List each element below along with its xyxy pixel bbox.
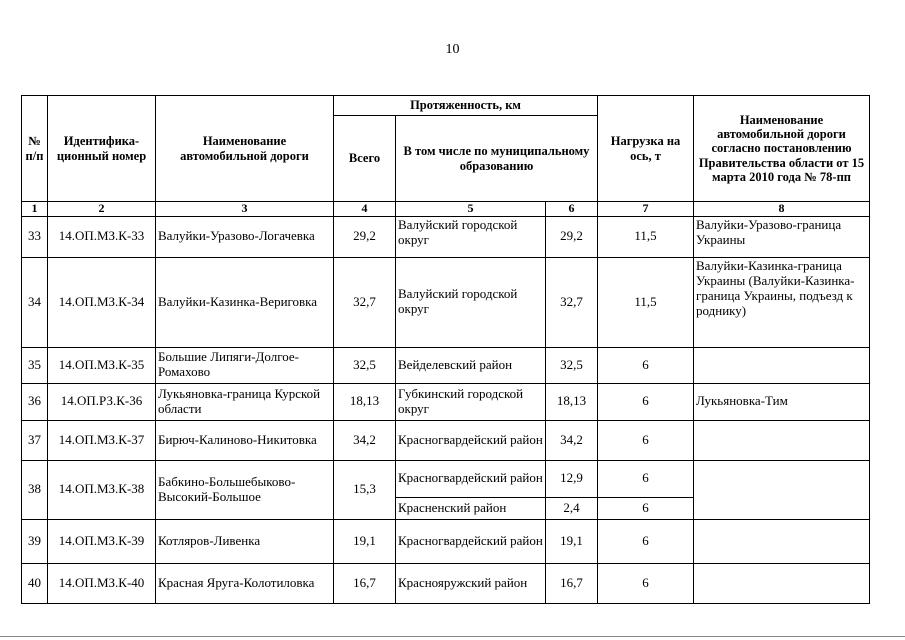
row-total: 16,7 [334,563,396,603]
header-resolution-name: Наименование автомобильной дороги согласно постановлению Правительства области от 15 марта 2010 года № 78-пп [694,96,870,202]
row-municipal: Красногвардейский район [396,460,546,497]
page-number: 10 [445,42,460,57]
row-num: 35 [22,347,48,383]
column-number: 6 [546,202,598,217]
row-road-name: Лукьяновка-граница Курской области [156,383,334,420]
table-row [22,420,870,460]
column-number: 8 [694,202,870,217]
table-row [22,460,870,497]
row-resolution-name [694,563,870,603]
row-road-name: Валуйки-Казинка-Вериговка [156,257,334,347]
row-municipal: Красногвардейский район [396,420,546,460]
row-road-name: Бирюч-Калиново-Никитовка [156,420,334,460]
row-axle-load: 6 [598,563,694,603]
row-resolution-name [694,519,870,563]
row-mun-length: 32,7 [546,257,598,347]
row-road-name: Котляров-Ливенка [156,519,334,563]
row-road-name: Валуйки-Уразово-Логачевка [156,216,334,257]
row-id: 14.ОП.МЗ.К-39 [48,519,156,563]
row-total: 15,3 [334,460,396,519]
row-total: 29,2 [334,216,396,257]
row-road-name: Большие Липяги-Долгое-Ромахово [156,347,334,383]
table-row [22,519,870,563]
row-resolution-name [694,460,870,519]
row-municipal: Красненский район [396,497,546,519]
row-num: 36 [22,383,48,420]
row-mun-length: 34,2 [546,420,598,460]
row-municipal: Губкинский городской округ [396,383,546,420]
row-axle-load: 11,5 [598,216,694,257]
row-total: 18,13 [334,383,396,420]
header-num: № п/п [22,96,48,202]
row-id: 14.ОП.МЗ.К-37 [48,420,156,460]
row-municipal: Красногвардейский район [396,519,546,563]
row-num: 40 [22,563,48,603]
row-num: 34 [22,257,48,347]
row-road-name: Красная Яруга-Колотиловка [156,563,334,603]
row-total: 34,2 [334,420,396,460]
row-id: 14.ОП.МЗ.К-40 [48,563,156,603]
row-resolution-name [694,420,870,460]
row-num: 39 [22,519,48,563]
row-resolution-name: Лукьяновка-Тим [694,383,870,420]
row-axle-load: 6 [598,347,694,383]
column-number: 5 [396,202,546,217]
row-total: 32,5 [334,347,396,383]
table-row [22,563,870,603]
row-id: 14.ОП.МЗ.К-38 [48,460,156,519]
table-row [22,216,870,257]
row-municipal: Валуйский городской округ [396,216,546,257]
roads-table [21,95,870,604]
row-resolution-name [694,347,870,383]
column-number: 7 [598,202,694,217]
column-number: 4 [334,202,396,217]
row-axle-load: 6 [598,460,694,497]
header-road-name: Наименование автомобильной дороги [156,96,334,202]
row-municipal: Вейделевский район [396,347,546,383]
scan-edge-line [0,636,905,637]
header-total: Всего [334,116,396,202]
table-row [22,257,870,347]
row-total: 32,7 [334,257,396,347]
row-axle-load: 6 [598,519,694,563]
row-id: 14.ОП.МЗ.К-34 [48,257,156,347]
row-id: 14.ОП.МЗ.К-35 [48,347,156,383]
table-row [22,347,870,383]
row-id: 14.ОП.МЗ.К-33 [48,216,156,257]
row-num: 38 [22,460,48,519]
header-axle-load: Нагрузка на ось, т [598,96,694,202]
row-mun-length: 32,5 [546,347,598,383]
row-road-name: Бабкино-Большебыково-Высокий-Большое [156,460,334,519]
row-resolution-name: Валуйки-Казинка-граница Украины (Валуйки-Казинка-граница Украины, подъезд к роднику) [694,257,870,347]
row-num: 33 [22,216,48,257]
row-mun-length: 18,13 [546,383,598,420]
column-number: 2 [48,202,156,217]
header-length: Протяженность, км [334,96,598,116]
column-number: 1 [22,202,48,217]
row-axle-load: 6 [598,383,694,420]
header-id: Идентифика- ционный номер [48,96,156,202]
row-resolution-name: Валуйки-Уразово-граница Украины [694,216,870,257]
row-mun-length: 12,9 [546,460,598,497]
row-axle-load: 11,5 [598,257,694,347]
row-total: 19,1 [334,519,396,563]
row-municipal: Валуйский городской округ [396,257,546,347]
row-mun-length: 29,2 [546,216,598,257]
row-num: 37 [22,420,48,460]
row-mun-length: 19,1 [546,519,598,563]
row-municipal: Краснояружский район [396,563,546,603]
table-row [22,383,870,420]
header-municipal: В том числе по муниципальному образованию [396,116,598,202]
column-number: 3 [156,202,334,217]
row-mun-length: 16,7 [546,563,598,603]
row-axle-load: 6 [598,420,694,460]
row-id: 14.ОП.РЗ.К-36 [48,383,156,420]
row-axle-load: 6 [598,497,694,519]
row-mun-length: 2,4 [546,497,598,519]
